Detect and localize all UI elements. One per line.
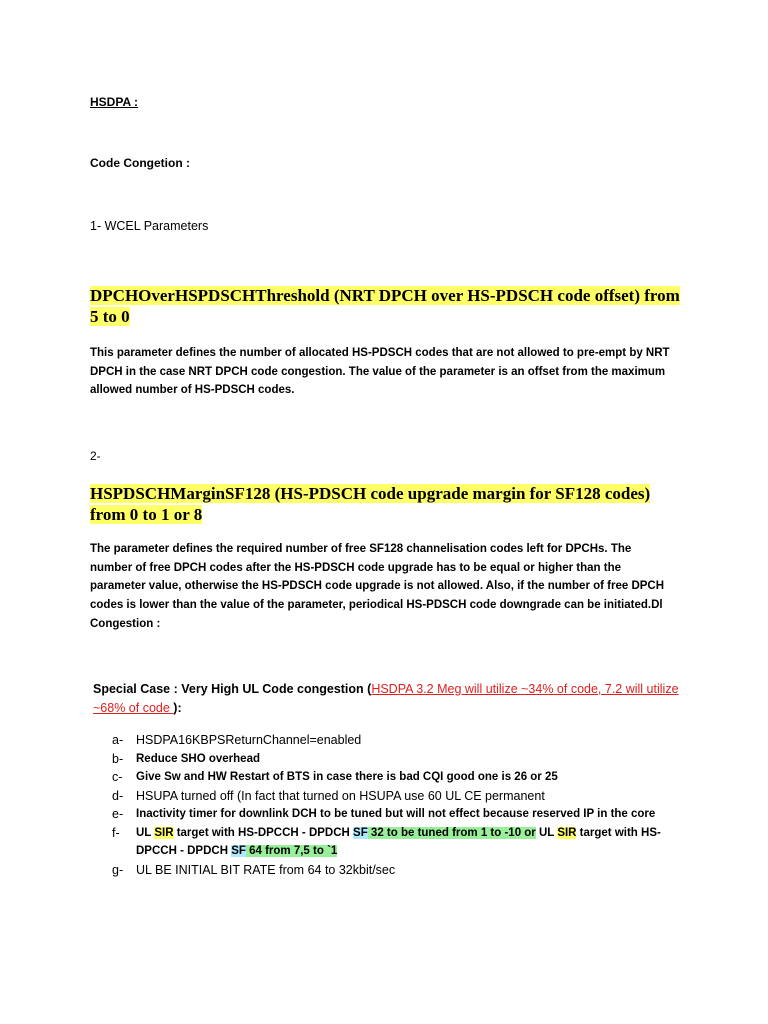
list-marker: g-: [112, 862, 124, 877]
sf64-tuning-highlight: 64 from 7,5 to `1: [245, 845, 338, 857]
list-item: [0, 750, 768, 769]
doc-title: HSDPA :: [90, 95, 138, 109]
special-case-red-note: HSDPA 3.2 Meg will utilize ~34% of code, 7.2 will utilize ~68% of code: [93, 682, 679, 715]
sir-target-text: target with HS-DPCCH - DPDCH: [173, 826, 354, 839]
special-case-suffix: ):: [173, 701, 182, 715]
list-item: [0, 861, 768, 880]
list-item-text: HSDPA16KBPSReturnChannel=enabled: [136, 733, 362, 747]
list-marker: d-: [112, 788, 124, 803]
list-item-text: [136, 824, 681, 861]
paragraph-dpch-threshold: This parameter defines the number of allocated HS-PDSCH codes that are not allowed to pre-empt by NRT DPCH in the case NRT DPCH code congestion. The value of the parameter is an offset from the maximum allowed number of HS-PDSCH codes.: [90, 347, 670, 397]
sir-prefix-2: UL: [535, 826, 558, 839]
measures-list: [0, 731, 768, 879]
list-item-text: Reduce SHO overhead: [136, 752, 260, 765]
sir-highlight: SIR: [154, 826, 174, 839]
sir-highlight-2: SIR: [557, 826, 577, 839]
special-case-prefix: Special Case : Very High UL Code congestion (: [93, 682, 372, 696]
sir-target-text-2: target with HS-DPCCH - DPDCH: [136, 826, 661, 857]
list-marker: f-: [112, 825, 120, 840]
list-item-text: Inactivity timer for downlink DCH to be tuned but will not effect because reserved IP in the core: [136, 808, 656, 820]
list-item-text: Give Sw and HW Restart of BTS in case there is bad CQI good one is 26 or 25: [136, 771, 558, 783]
list-item: [0, 824, 768, 861]
list-item: [0, 805, 768, 824]
list-item: [0, 768, 768, 787]
section-1-label: 1- WCEL Parameters: [90, 219, 209, 233]
heading-hspdsch-margin: [90, 483, 690, 525]
special-case-line: [93, 680, 683, 718]
list-item-text: HSUPA turned off (In fact that turned on HSUPA use 60 UL CE permanent: [136, 788, 545, 803]
list-item: [0, 787, 768, 806]
list-marker: e-: [112, 807, 124, 821]
sir-prefix: UL: [136, 826, 155, 839]
heading-hspdsch-margin-text: HSPDSCHMarginSF128 (HS-PDSCH code upgrade margin for SF128 codes) from 0 to 1 or 8: [90, 484, 651, 524]
sf-highlight: SF: [353, 826, 368, 839]
list-marker: b-: [112, 751, 124, 766]
heading-dpch-threshold: [90, 285, 690, 327]
heading-dpch-threshold-text: DPCHOverHSPDSCHThreshold (NRT DPCH over HS-PDSCH code offset) from 5 to 0: [90, 286, 680, 326]
paragraph-hspdsch-margin: The parameter defines the required number of free SF128 channelisation codes left for DPCHs. The number of free DPCH codes after the HS-PDSCH code upgrade has to be equal or higher than the parameter value, otherwise the HS-PDSCH code upgrade is not allowed. Also, if the number of free DPCH codes is lower than the value of the parameter, periodical HS-PDSCH code downgrade can be initiated.Dl Congestion :: [90, 543, 665, 630]
section-2-label: 2-: [90, 449, 101, 463]
list-marker: a-: [112, 733, 124, 747]
sf32-tuning-highlight: 32 to be tuned from 1 to -10 or: [367, 826, 536, 839]
list-marker: c-: [112, 770, 123, 784]
list-item-text: UL BE INITIAL BIT RATE from 64 to 32kbit/sec: [136, 862, 396, 877]
sf-highlight-2: SF: [231, 845, 246, 857]
list-item: [0, 731, 768, 750]
code-congestion-label: Code Congetion :: [90, 156, 190, 170]
